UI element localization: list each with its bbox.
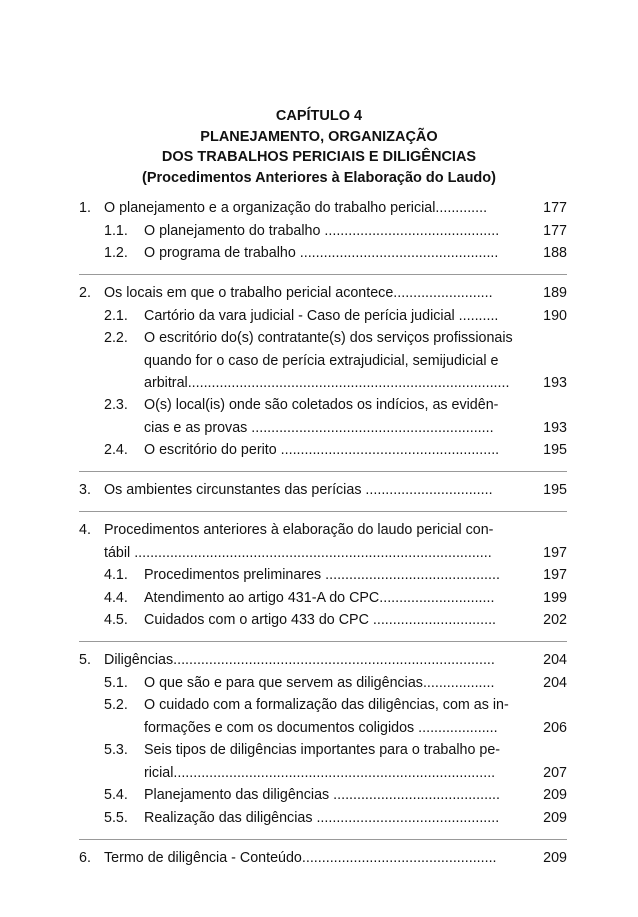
toc-title: Termo de diligência - Conteúdo................................................. [104, 849, 497, 866]
toc-number: 1.2. [104, 245, 128, 261]
toc-title-line1: O escritório do(s) contratante(s) dos serviços profissionais [144, 330, 513, 346]
toc-number: 2. [79, 285, 91, 301]
toc-entry-2-2-end [79, 372, 567, 394]
toc-number: 4. [79, 522, 91, 538]
toc-title: Os ambientes circunstantes das perícias ................................ [104, 482, 493, 498]
toc-entry-4 [79, 519, 567, 541]
chapter-header [0, 106, 638, 188]
toc-page: 190 [543, 307, 567, 324]
toc-title: O planejamento e a organização do trabalho pericial............. [104, 200, 488, 216]
toc-title-line2: quando for o caso de perícia extrajudicial, semijudicial e [144, 352, 499, 369]
toc-entry-5-3-end [79, 762, 567, 784]
toc-title-line1: O(s) local(is) onde são coletados os indícios, as evidên- [144, 397, 499, 413]
toc-title: Diligências................................................................................. [104, 652, 495, 668]
toc-number: 5.1. [104, 674, 128, 691]
toc-page: 189 [543, 285, 567, 301]
toc-entry-2 [79, 282, 567, 304]
toc-entry-5 [79, 649, 567, 671]
toc-number: 5.4. [104, 787, 128, 803]
toc-number: 5.2. [104, 697, 128, 713]
toc-page: 197 [543, 544, 567, 561]
toc-page: 202 [543, 612, 567, 628]
toc-page: 204 [543, 652, 567, 668]
chapter-title-line1: PLANEJAMENTO, ORGANIZAÇÃO [200, 128, 438, 145]
toc-title-line1: Procedimentos anteriores à elaboração do laudo pericial con- [104, 522, 494, 538]
toc-page: 206 [543, 719, 567, 736]
toc-title: formações e com os documentos coligidos .................... [144, 719, 498, 736]
toc-number: 2.1. [104, 307, 128, 324]
section-divider [79, 503, 567, 512]
toc-entry-5-1 [79, 672, 567, 694]
toc-number: 5.5. [104, 809, 128, 826]
toc-entry-2-3-end [79, 417, 567, 439]
toc-title: Planejamento das diligências .......................................... [144, 787, 500, 803]
toc-page: 177 [543, 200, 567, 216]
toc-entry-2-1 [79, 305, 567, 327]
toc-title: Atendimento ao artigo 431-A do CPC............................. [144, 589, 495, 606]
toc-page: 209 [543, 809, 567, 826]
toc-number: 1. [79, 200, 91, 216]
toc-title: O escritório do perito ....................................................... [144, 442, 500, 458]
toc-title: Cartório da vara judicial - Caso de perícia judicial .......... [144, 307, 499, 324]
toc-number: 5.3. [104, 742, 128, 758]
toc-page: 195 [543, 442, 567, 458]
toc-title: Os locais em que o trabalho pericial acontece......................... [104, 285, 493, 301]
toc-title: arbitral................................................................................. [144, 374, 510, 391]
toc-page: 195 [543, 482, 567, 498]
toc-entry-1-2 [79, 242, 567, 264]
section-divider [79, 831, 567, 840]
toc-title-line1: Seis tipos de diligências importantes para o trabalho pe- [144, 742, 501, 758]
toc-entry-4-1 [79, 564, 567, 586]
chapter-number: CAPÍTULO 4 [275, 108, 363, 124]
toc-number: 4.4. [104, 589, 128, 606]
toc-title: Procedimentos preliminares ............................................ [144, 567, 500, 583]
toc-title: Realização das diligências .............................................. [144, 809, 500, 826]
toc-entry-3 [79, 479, 567, 501]
toc-number: 2.3. [104, 397, 128, 413]
toc-page: 207 [543, 764, 567, 781]
toc-entry-4-4 [79, 587, 567, 609]
toc-entry-2-4 [79, 439, 567, 461]
toc-number: 4.5. [104, 612, 128, 628]
toc-title: O programa de trabalho .................................................. [144, 245, 499, 261]
toc-title-line1: O cuidado com a formalização das diligências, com as in- [144, 697, 509, 713]
toc-number: 1.1. [104, 222, 128, 239]
toc-entry-5-5 [79, 807, 567, 829]
toc-entry-4-5 [79, 609, 567, 631]
toc-entry-4-end [79, 542, 567, 564]
toc-entry-5-2-end [79, 717, 567, 739]
toc-page: 193 [543, 419, 567, 436]
toc-entry-6 [79, 847, 567, 869]
toc-page: 188 [543, 245, 567, 261]
toc-title: cias e as provas ............................................................. [144, 419, 494, 436]
toc-page: 199 [543, 589, 567, 606]
toc-page: 193 [543, 374, 567, 391]
toc-page: 204 [543, 674, 567, 691]
toc-number: 6. [79, 849, 91, 866]
toc-entry-1-1 [79, 220, 567, 242]
toc-entry-5-3 [79, 739, 567, 761]
toc-title: O planejamento do trabalho ............................................ [144, 222, 500, 239]
toc-number: 2.4. [104, 442, 128, 458]
toc-page: 177 [543, 222, 567, 239]
toc-number: 5. [79, 652, 91, 668]
chapter-subtitle: (Procedimentos Anteriores à Elaboração do Laudo) [142, 169, 496, 186]
section-divider [79, 633, 567, 642]
toc-title: Cuidados com o artigo 433 do CPC ............................... [144, 612, 497, 628]
toc-title: O que são e para que servem as diligências.................. [144, 674, 495, 691]
toc-page: 209 [543, 787, 567, 803]
toc-entry-5-4 [79, 784, 567, 806]
toc-page: 209 [543, 849, 567, 866]
toc-number: 3. [79, 482, 91, 498]
toc-number: 4.1. [104, 567, 128, 583]
toc-page: 197 [543, 567, 567, 583]
toc-title: ricial................................................................................. [144, 764, 496, 781]
toc-number: 2.2. [104, 330, 128, 346]
chapter-title-line2: DOS TRABALHOS PERICIAIS E DILIGÊNCIAS [161, 149, 477, 165]
section-divider [79, 463, 567, 472]
toc-title: tábil .......................................................................................... [104, 544, 492, 561]
table-of-contents [79, 197, 567, 869]
section-divider [79, 266, 567, 275]
toc-entry-2-3 [79, 394, 567, 416]
toc-entry-5-2 [79, 694, 567, 716]
toc-entry-2-2 [79, 327, 567, 349]
toc-entry-1 [79, 197, 567, 219]
